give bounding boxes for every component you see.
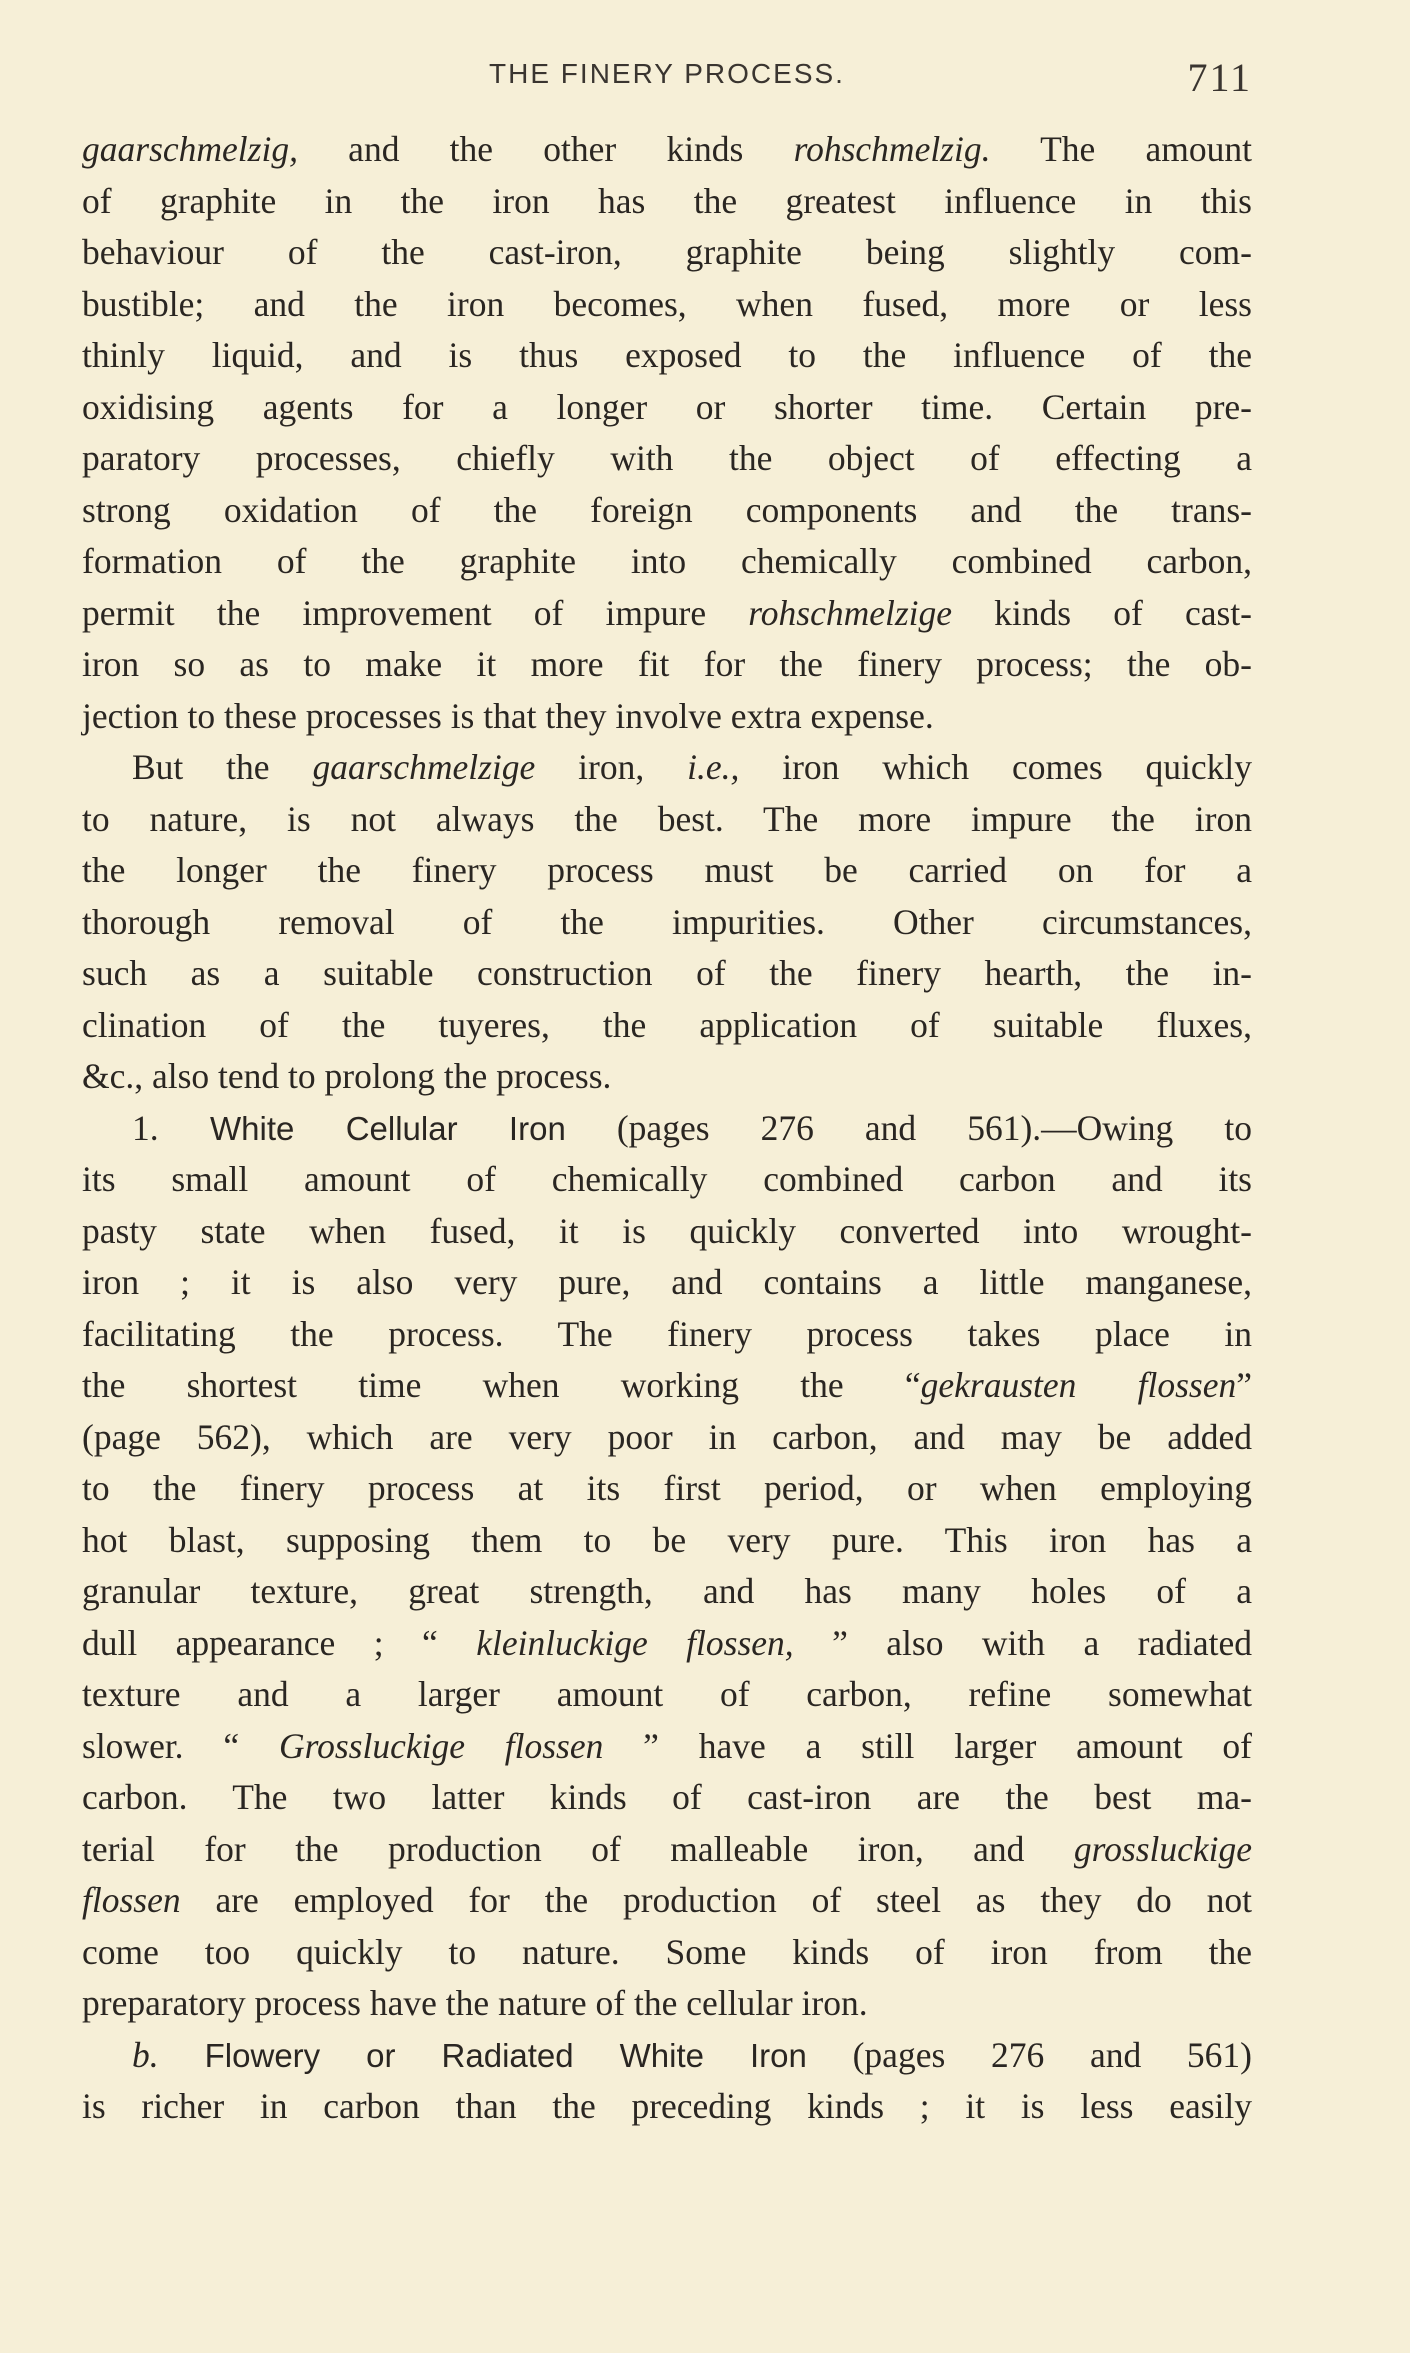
text-line <box>82 1824 1252 1876</box>
text-run: ” <box>1236 1365 1252 1405</box>
text-run: But the <box>132 747 313 787</box>
text-run: iron which comes quickly <box>739 747 1252 787</box>
text-run: permit the improvement of impure <box>82 592 749 633</box>
text-run: ” also with a radiated <box>793 1622 1252 1663</box>
text-line <box>82 1618 1252 1670</box>
text-run: (pages 276 and 561).—Owing to <box>565 1107 1252 1148</box>
text-line: paratory processes, chiefly with the object of effecting a <box>82 438 1252 478</box>
text-line: hot blast, supposing them to be very pure. This iron has a <box>82 1519 1252 1560</box>
italic-term: Grossluckige flossen <box>278 1725 604 1766</box>
text-run: and the other kinds <box>297 129 794 169</box>
page-number: 711 <box>1187 55 1252 100</box>
text-line <box>82 1103 1252 1155</box>
text-line <box>82 1721 1252 1773</box>
text-run: dull appearance ; “ <box>82 1622 477 1663</box>
text-line: bustible; and the iron becomes, when fused, more or less <box>82 283 1252 324</box>
text-line: iron ; it is also very pure, and contains a little manganese, <box>82 1262 1252 1302</box>
text-run: terial for the production of malleable iron, and <box>82 1828 1074 1869</box>
text-line: its small amount of chemically combined carbon and its <box>82 1159 1252 1199</box>
text-run: kinds of cast- <box>952 592 1253 633</box>
text-run: (pages 276 and 561) <box>806 2034 1253 2075</box>
text-line: the longer the finery process must be carried on for a <box>82 850 1252 890</box>
text-line: is richer in carbon than the preceding kinds ; it is less easily <box>82 2086 1252 2126</box>
text-run: the shortest time when working the “ <box>82 1365 921 1405</box>
text-line: thorough removal of the impurities. Other circumstances, <box>82 901 1252 942</box>
section-heading: Flowery or Radiated White Iron <box>158 2036 807 2074</box>
text-line <box>82 124 1252 176</box>
text-line <box>82 2030 1252 2082</box>
text-line: preparatory process have the nature of the cellular iron. <box>82 1983 868 2023</box>
text-line: facilitating the process. The finery process takes place in <box>82 1313 1252 1354</box>
text-line: texture and a larger amount of carbon, refine somewhat <box>82 1674 1252 1714</box>
italic-term: rohschmelzig. <box>793 129 991 169</box>
italic-term: rohschmelzige <box>748 592 953 633</box>
text-line: carbon. The two latter kinds of cast-iron are the best ma- <box>82 1777 1252 1817</box>
text-line: &c., also tend to prolong the process. <box>82 1056 612 1096</box>
italic-term: grossluckige <box>1073 1828 1252 1869</box>
text-line: come too quickly to nature. Some kinds of iron from the <box>82 1931 1252 1972</box>
section-heading: White Cellular Iron <box>158 1109 566 1147</box>
text-line: of graphite in the iron has the greatest influence in this <box>82 180 1252 221</box>
text-line: iron so as to make it more fit for the finery process; the ob- <box>82 644 1252 684</box>
text-line: pasty state when fused, it is quickly converted into wrought- <box>82 1210 1252 1251</box>
text-line <box>82 742 1252 794</box>
text-run: slower. “ <box>82 1725 279 1766</box>
text-line <box>82 588 1252 640</box>
text-line: clination of the tuyeres, the application of suitable fluxes, <box>82 1004 1252 1045</box>
text-line: to nature, is not always the best. The more impure the iron <box>82 798 1252 839</box>
body-text <box>82 124 1252 2133</box>
text-line: (page 562), which are very poor in carbon, and may be added <box>82 1416 1252 1457</box>
text-line <box>82 1360 1252 1412</box>
running-head: THE FINERY PROCESS. <box>489 58 845 89</box>
text-line: jection to these processes is that they involve extra expense. <box>82 695 934 736</box>
italic-term: gaarschmelzige <box>312 747 536 787</box>
text-run: are employed for the production of steel as they do not <box>180 1880 1252 1920</box>
section-number: 1. <box>132 1107 159 1148</box>
text-run: ” have a still larger amount of <box>603 1725 1252 1766</box>
italic-term: flossen <box>82 1880 181 1920</box>
page-header <box>82 48 1252 114</box>
italic-term: gekrausten flossen <box>920 1365 1237 1405</box>
text-line: behaviour of the cast-iron, graphite being slightly com- <box>82 232 1252 272</box>
section-number: b. <box>132 2034 159 2075</box>
text-line: thinly liquid, and is thus exposed to the influence of the <box>82 335 1252 375</box>
text-line <box>82 1875 1252 1927</box>
text-line: oxidising agents for a longer or shorter time. Certain pre- <box>82 386 1252 427</box>
text-line: strong oxidation of the foreign components and the trans- <box>82 489 1252 530</box>
italic-term: i.e., <box>687 747 740 787</box>
text-line: granular texture, great strength, and has many holes of a <box>82 1571 1252 1611</box>
text-line: to the finery process at its first period, or when employing <box>82 1468 1252 1508</box>
text-run: The amount <box>990 129 1252 169</box>
text-line: formation of the graphite into chemically combined carbon, <box>82 541 1252 581</box>
text-run: iron, <box>535 747 688 787</box>
italic-term: kleinluckige flossen, <box>476 1622 794 1663</box>
text-line: such as a suitable construction of the finery hearth, the in- <box>82 953 1252 993</box>
book-page <box>82 48 1252 2133</box>
italic-term: gaarschmelzig, <box>82 129 298 169</box>
